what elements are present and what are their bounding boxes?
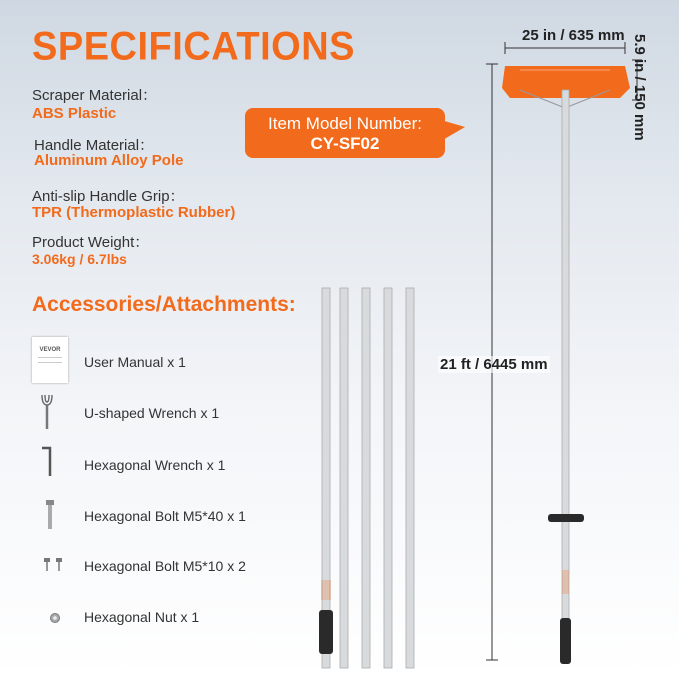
- length-dimension: 21 ft / 6445 mm: [440, 356, 548, 373]
- pole-segment-5: [406, 288, 414, 668]
- spec-value-grip: TPR (Thermoplastic Rubber): [32, 204, 236, 221]
- pole-segment-4: [384, 288, 392, 668]
- accessory-label-bolt-short: Hexagonal Bolt M5*10 x 2: [84, 558, 246, 574]
- bolt-long-icon: [40, 498, 60, 532]
- pole-segment-3: [362, 288, 370, 668]
- nut-icon: [48, 611, 62, 625]
- spec-label-grip: Anti-slip Handle Grip：: [32, 188, 185, 205]
- accessory-label-u-wrench: U-shaped Wrench x 1: [84, 405, 220, 421]
- t-handle-grip: [548, 514, 584, 522]
- pole-label: [562, 570, 569, 594]
- model-number: CY-SF02: [310, 134, 380, 153]
- accessory-label-manual: User Manual x 1: [84, 354, 186, 370]
- spec-value-scraper: ABS Plastic: [32, 105, 117, 122]
- bolt-short-icon: [42, 557, 68, 573]
- spec-value-weight: 3.06kg / 6.7lbs: [32, 251, 127, 267]
- u-wrench-icon: [32, 393, 62, 433]
- page-title: SPECIFICATIONS: [32, 24, 355, 70]
- hex-wrench-icon: [36, 446, 66, 482]
- model-label: Item Model Number:: [268, 114, 422, 133]
- bottom-handle-grip: [560, 618, 571, 664]
- height-dimension: 5.9 in / 150 mm: [631, 34, 648, 141]
- pole-segment-2: [340, 288, 348, 668]
- spec-label-handle: Handle Material：: [34, 137, 155, 154]
- accessories-title: Accessories/Attachments:: [32, 293, 296, 316]
- model-callout: [245, 108, 445, 158]
- spec-label-weight: Product Weight：: [32, 234, 150, 251]
- pole-segment-1: [319, 288, 333, 668]
- pole-segments: [300, 280, 430, 670]
- accessory-label-bolt-long: Hexagonal Bolt M5*40 x 1: [84, 508, 246, 524]
- accessory-label-hex-wrench: Hexagonal Wrench x 1: [84, 457, 226, 473]
- spec-value-handle: Aluminum Alloy Pole: [34, 152, 184, 169]
- manual-icon: [32, 337, 68, 383]
- width-dimension: 25 in / 635 mm: [522, 27, 625, 44]
- spec-label-scraper: Scraper Material：: [32, 87, 158, 104]
- accessory-label-nut: Hexagonal Nut x 1: [84, 609, 200, 625]
- manual-brand: VEVOR: [39, 347, 61, 353]
